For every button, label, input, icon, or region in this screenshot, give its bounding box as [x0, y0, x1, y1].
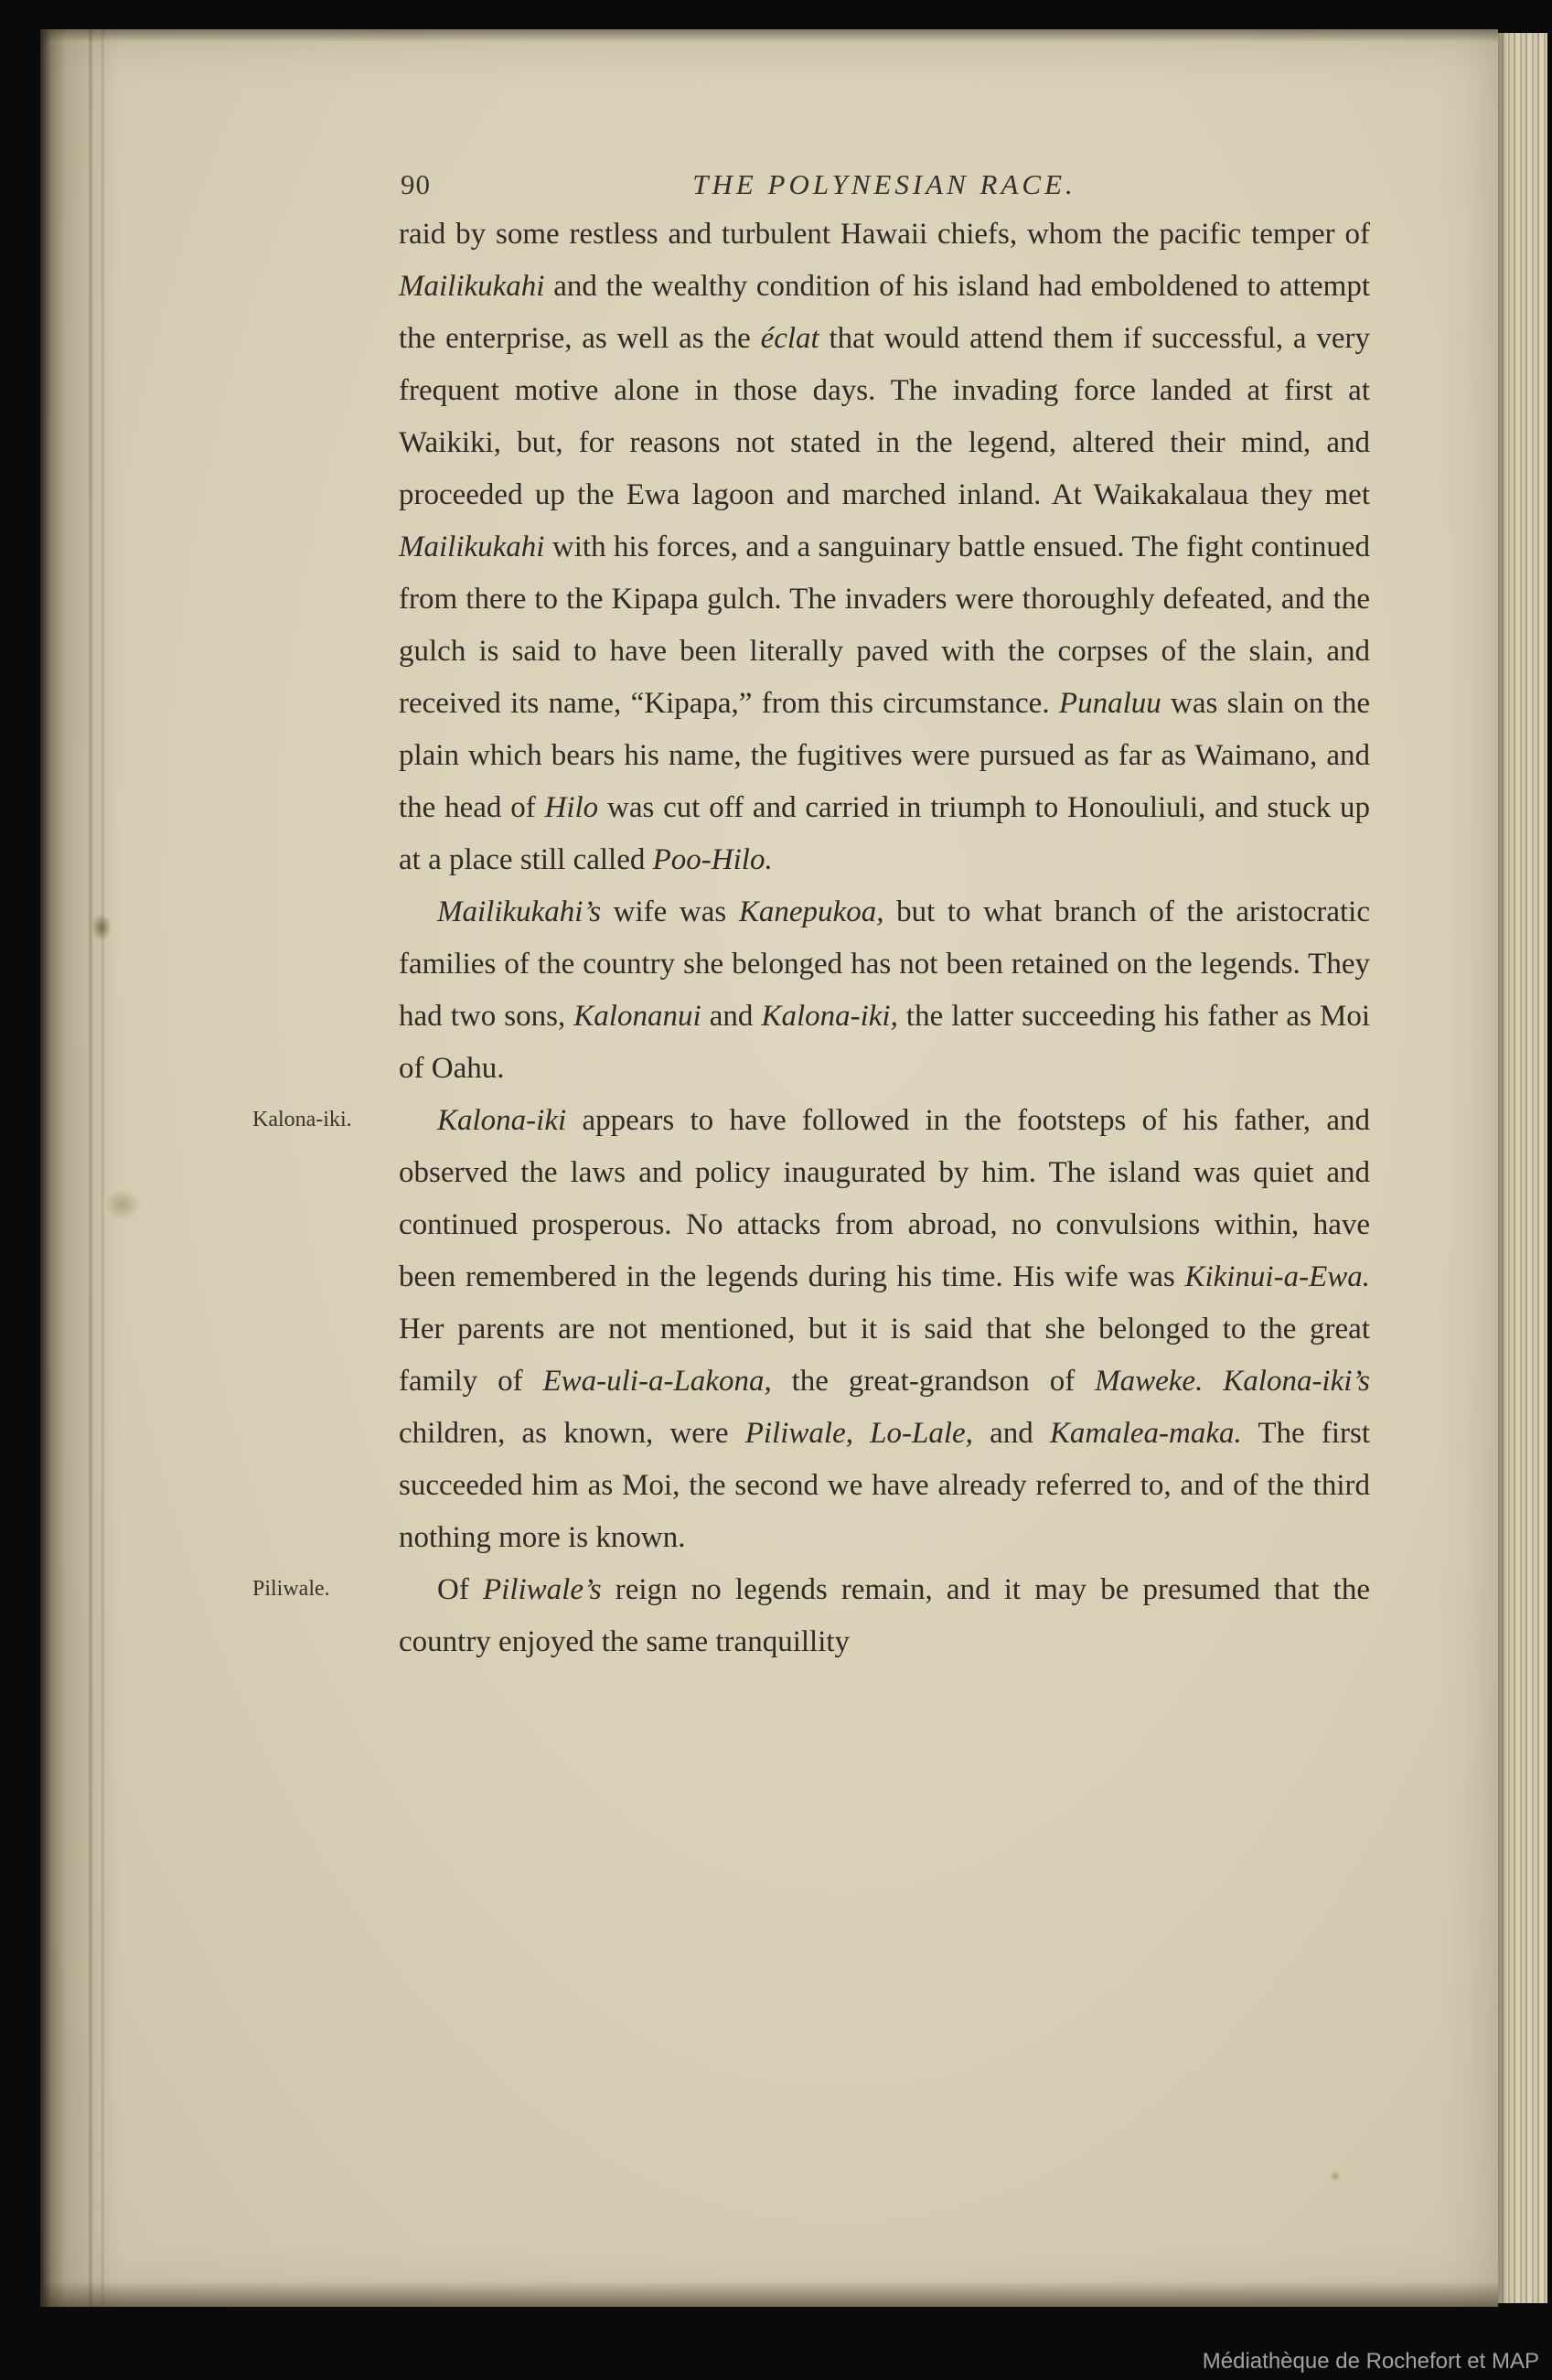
- italic-name-text: Mailikukahi: [399, 531, 545, 563]
- book-page: [40, 29, 1498, 2307]
- running-header-title: THE POLYNESIAN RACE.: [692, 168, 1076, 200]
- italic-name-text: Maweke.: [1095, 1365, 1204, 1398]
- page-top-edge-shadow: [40, 29, 1498, 42]
- margin-note: Kalona-iki.: [252, 1108, 352, 1131]
- italic-name-text: éclat: [760, 322, 819, 355]
- italic-name-text: Kanepukoa,: [738, 895, 884, 928]
- body-text-run: reign no legends remain, and it may be presumed that the country enjoyed the same tranquillity: [399, 1573, 1370, 1658]
- italic-name-text: Piliwale, Lo-Lale,: [744, 1417, 973, 1450]
- italic-name-text: Punaluu: [1058, 687, 1161, 720]
- italic-name-text: Kalona-iki,: [761, 1000, 898, 1033]
- paragraph: [399, 1095, 1370, 1564]
- body-text-run: appears to have followed in the footsteps of his father, and observed the laws and policy inaugurated by him. The island was quiet and continued prosperous. No attacks from abroad, no convulsions within, have been remembered in the legends during his time. His wife was: [399, 1104, 1370, 1293]
- body-text-run: was slain on the plain which bears his name, the fugitives were pursued as far as Waimano, and the head of: [399, 687, 1370, 824]
- italic-name-text: Kikinui-a-Ewa.: [1184, 1260, 1370, 1293]
- italic-name-text: Mailikukahi’s: [437, 895, 602, 928]
- stain: [99, 1184, 146, 1226]
- italic-name-text: Kalona-iki’s: [1223, 1365, 1370, 1398]
- body-text-run: and the wealthy condition of his island had emboldened to attempt the enterprise, as well as the: [399, 270, 1370, 355]
- body-text-run: Her parents are not mentioned, but it is said that she belonged to the great family of: [399, 1313, 1370, 1398]
- stain: [1328, 2170, 1343, 2182]
- italic-name-text: Piliwale’s: [483, 1573, 602, 1606]
- stain: [88, 909, 115, 946]
- running-head: [399, 168, 1370, 201]
- paragraph: [399, 886, 1370, 1095]
- paragraph: [399, 1564, 1370, 1668]
- page-left-deckle-edge: [40, 29, 123, 2307]
- body-text-run: wife was: [601, 895, 739, 928]
- paragraph: [399, 209, 1370, 886]
- body-text-run: children, as known, were: [399, 1417, 745, 1450]
- body-text-run: was cut off and carried in triumph to Honouliuli, and stuck up at a place still called: [399, 791, 1370, 876]
- italic-name-text: Kalonanui: [573, 1000, 701, 1033]
- body-text-run: and: [972, 1417, 1050, 1450]
- italic-name-text: Mailikukahi: [399, 270, 545, 303]
- body-text-run: [1203, 1365, 1223, 1398]
- italic-name-text: Kalona-iki: [437, 1104, 567, 1137]
- body-text-run: the great-grandson of: [771, 1365, 1096, 1398]
- body-text-run: Of: [437, 1573, 483, 1606]
- body-text-run: and: [701, 1000, 762, 1033]
- body-text-run: raid by some restless and turbulent Hawaii chiefs, whom the pacific temper of: [399, 218, 1370, 251]
- italic-name-text: Hilo: [544, 791, 599, 824]
- body-text-run: with his forces, and a sanguinary battle ensued. The fight continued from there to the Kipapa gulch. The invaders were thoroughly defeated, and the gulch is said to have been literally paved with the corpses of the slain, and received its name, “Kipapa,” from this circumstance.: [399, 531, 1370, 720]
- body-text-run: The first succeeded him as Moi, the second we have already referred to, and of the third nothing more is known.: [399, 1417, 1370, 1554]
- watermark: Médiathèque de Rochefort et MAP: [1202, 2349, 1539, 2374]
- margin-note: Piliwale.: [252, 1577, 330, 1601]
- page-bottom-edge-shadow: [40, 2281, 1498, 2307]
- page-stack-right-edge: [1498, 33, 1552, 2303]
- body-text-run: that would attend them if successful, a very frequent motive alone in those days. The invading force landed at first at Waikiki, but, for reasons not stated in the legend, altered their mind, and proceeded up the Ewa lagoon and marched inland. At Waikakalaua they met: [399, 322, 1370, 511]
- italic-name-text: Poo-Hilo.: [652, 843, 773, 876]
- body-text-run: but to what branch of the aristocratic families of the country she belonged has not been retained on the legends. They had two sons,: [399, 895, 1370, 1033]
- italic-name-text: Kamalea-maka.: [1049, 1417, 1242, 1450]
- body-text-run: the latter succeeding his father as Moi of Oahu.: [399, 1000, 1370, 1085]
- italic-name-text: Ewa-uli-a-Lakona,: [542, 1365, 772, 1398]
- body-text: [399, 209, 1370, 1668]
- text-block: [399, 168, 1370, 1668]
- page-number: 90: [401, 168, 431, 200]
